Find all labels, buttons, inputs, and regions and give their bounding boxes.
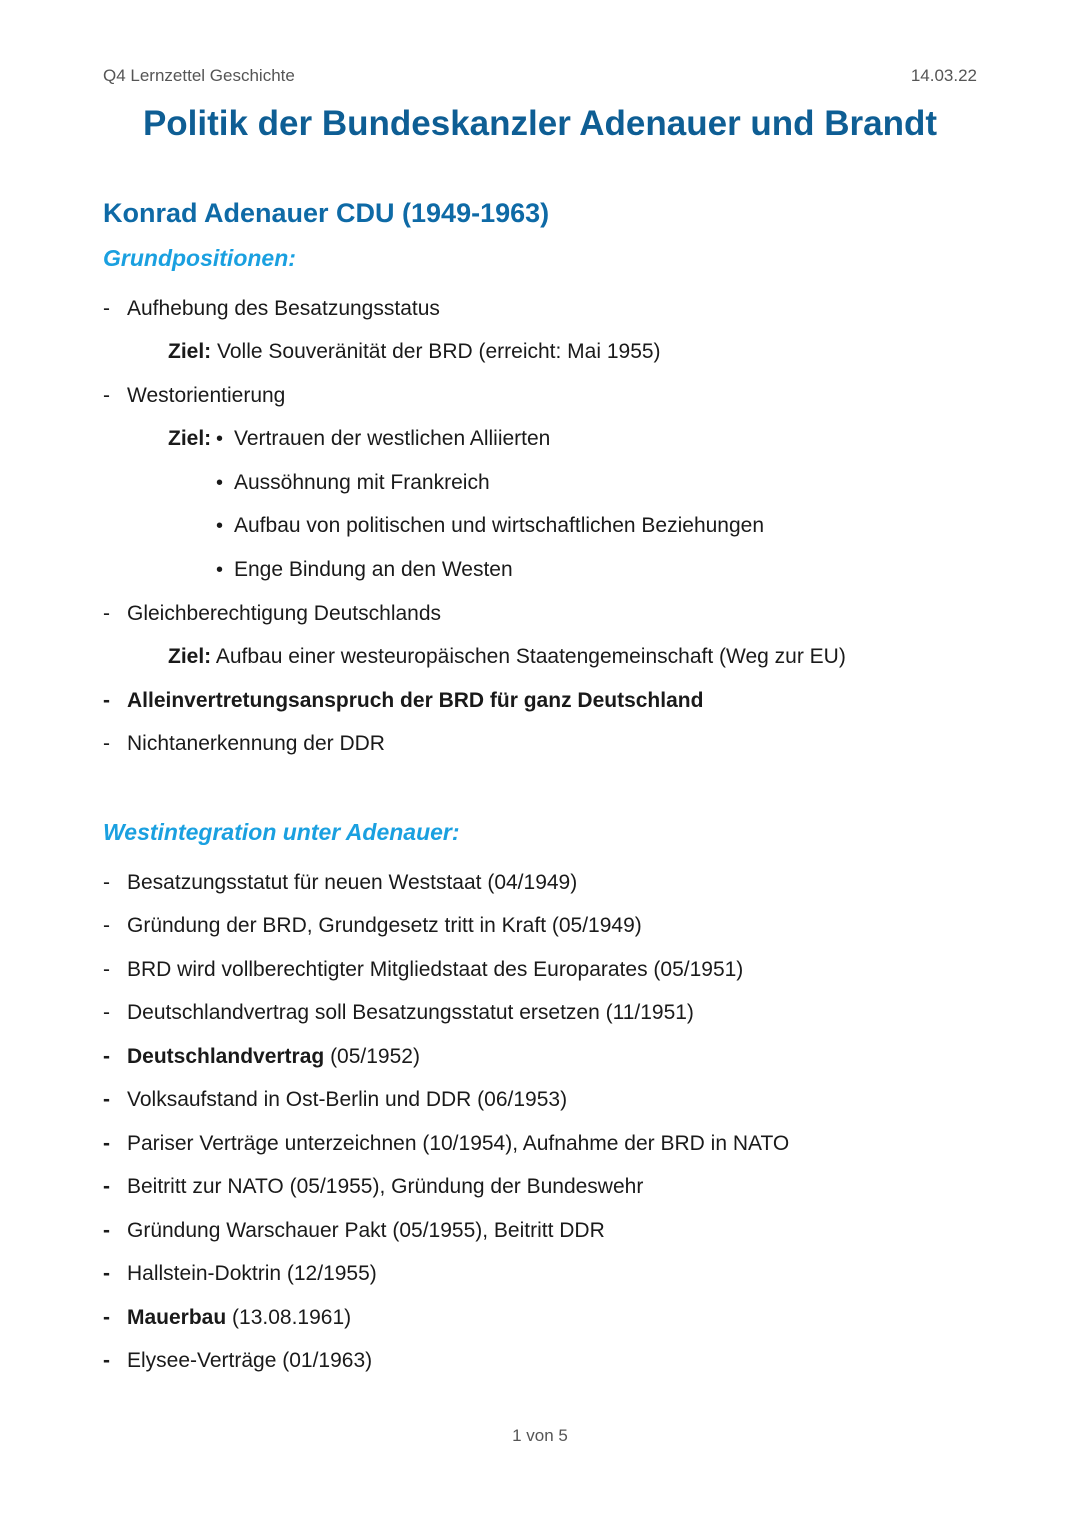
goal-label: Ziel:	[168, 427, 212, 450]
list-item-text: Aufhebung des Besatzungsstatus	[127, 297, 440, 320]
timeline-item: - Volksaufstand in Ost-Berlin und DDR (06/1953)	[103, 1088, 568, 1111]
timeline-item-text: Pariser Verträge unterzeichnen (10/1954), Aufnahme der BRD in NATO	[127, 1132, 790, 1155]
timeline-item: - Deutschlandvertrag (05/1952)	[103, 1045, 420, 1068]
timeline-item-text: Elysee-Verträge (01/1963)	[127, 1349, 373, 1372]
list-item-text: Alleinvertretungsanspruch der BRD für ganz Deutschland	[127, 689, 704, 712]
timeline-item: - Elysee-Verträge (01/1963)	[103, 1349, 373, 1372]
list-item: - Gleichberechtigung Deutschlands	[103, 602, 442, 625]
goal-bullet-text: Enge Bindung an den Westen	[234, 558, 513, 581]
bullet-icon: •	[216, 559, 224, 581]
timeline-item-text: (13.08.1961)	[226, 1306, 352, 1329]
bullet-icon: •	[216, 515, 224, 537]
list-item: - Westorientierung	[103, 384, 286, 407]
timeline-item: - Beitritt zur NATO (05/1955), Gründung der Bundeswehr	[103, 1175, 644, 1198]
bullet-icon: •	[216, 472, 224, 494]
timeline-item: - Besatzungsstatut für neuen Weststaat (04/1949)	[103, 871, 578, 894]
page-title: Politik der Bundeskanzler Adenauer und Brandt	[142, 104, 938, 143]
timeline-item: - Pariser Verträge unterzeichnen (10/1954), Aufnahme der BRD in NATO	[103, 1132, 790, 1155]
timeline-item-text: Gründung der BRD, Grundgesetz tritt in Kraft (05/1949)	[127, 914, 642, 937]
goal-bullet-text: Aufbau von politischen und wirtschaftlichen Beziehungen	[234, 514, 765, 537]
list-item: - Alleinvertretungsanspruch der BRD für ganz Deutschland	[103, 689, 704, 712]
goal-label: Ziel:	[168, 340, 212, 363]
goal-line	[168, 425, 211, 453]
list-item-text: Westorientierung	[127, 384, 286, 407]
timeline-item-text: (05/1952)	[324, 1045, 420, 1068]
goal-bullet	[216, 425, 550, 453]
timeline-item-text: BRD wird vollberechtigter Mitgliedstaat des Europarates (05/1951)	[127, 958, 744, 981]
goal-line	[168, 643, 846, 671]
goal-bullet	[216, 469, 490, 497]
list-item-text: Gleichberechtigung Deutschlands	[127, 602, 442, 625]
timeline-item: - Gründung Warschauer Pakt (05/1955), Beitritt DDR	[103, 1219, 605, 1242]
list-item: - Aufhebung des Besatzungsstatus	[103, 297, 440, 320]
header-course-title: Q4 Lernzettel Geschichte	[103, 66, 295, 85]
timeline-item-bold: Mauerbau	[127, 1306, 227, 1329]
bullet-icon: •	[216, 428, 224, 450]
timeline-item-bold: Deutschlandvertrag	[127, 1045, 325, 1068]
subheading-westintegration: Westintegration unter Adenauer:	[103, 819, 460, 845]
timeline-item-text: Deutschlandvertrag soll Besatzungsstatut ersetzen (11/1951)	[127, 1001, 694, 1024]
timeline-item: - Deutschlandvertrag soll Besatzungsstatut ersetzen (11/1951)	[103, 1001, 694, 1024]
timeline-item-text: Volksaufstand in Ost-Berlin und DDR (06/1953)	[127, 1088, 568, 1111]
goal-text: Aufbau einer westeuropäischen Staatengemeinschaft (Weg zur EU)	[211, 645, 846, 668]
goal-line	[168, 338, 661, 366]
goal-bullet-text: Vertrauen der westlichen Alliierten	[234, 427, 551, 450]
goal-bullet-text: Aussöhnung mit Frankreich	[234, 471, 490, 494]
timeline-item-text: Beitritt zur NATO (05/1955), Gründung der Bundeswehr	[127, 1175, 644, 1198]
list-item-text: Nichtanerkennung der DDR	[127, 732, 385, 755]
page-number: 1 von 5	[512, 1426, 568, 1445]
timeline-item: - BRD wird vollberechtigter Mitgliedstaat des Europarates (05/1951)	[103, 958, 744, 981]
timeline-item: - Gründung der BRD, Grundgesetz tritt in Kraft (05/1949)	[103, 914, 642, 937]
section-heading-adenauer: Konrad Adenauer CDU (1949-1963)	[103, 198, 550, 228]
list-item: - Nichtanerkennung der DDR	[103, 732, 385, 755]
header-date: 14.03.22	[910, 66, 977, 85]
timeline-item-text: Gründung Warschauer Pakt (05/1955), Beitritt DDR	[127, 1219, 605, 1242]
timeline-item: - Mauerbau (13.08.1961)	[103, 1306, 352, 1329]
goal-bullet	[216, 512, 764, 540]
goal-text: Volle Souveränität der BRD (erreicht: Mai 1955)	[211, 340, 661, 363]
timeline-item-text: Hallstein-Doktrin (12/1955)	[127, 1262, 377, 1285]
goal-bullet	[216, 556, 513, 584]
timeline-item-text: Besatzungsstatut für neuen Weststaat (04/1949)	[127, 871, 578, 894]
timeline-item: - Hallstein-Doktrin (12/1955)	[103, 1262, 377, 1285]
subheading-grundpositionen: Grundpositionen:	[103, 245, 296, 271]
goal-label: Ziel:	[168, 645, 212, 668]
